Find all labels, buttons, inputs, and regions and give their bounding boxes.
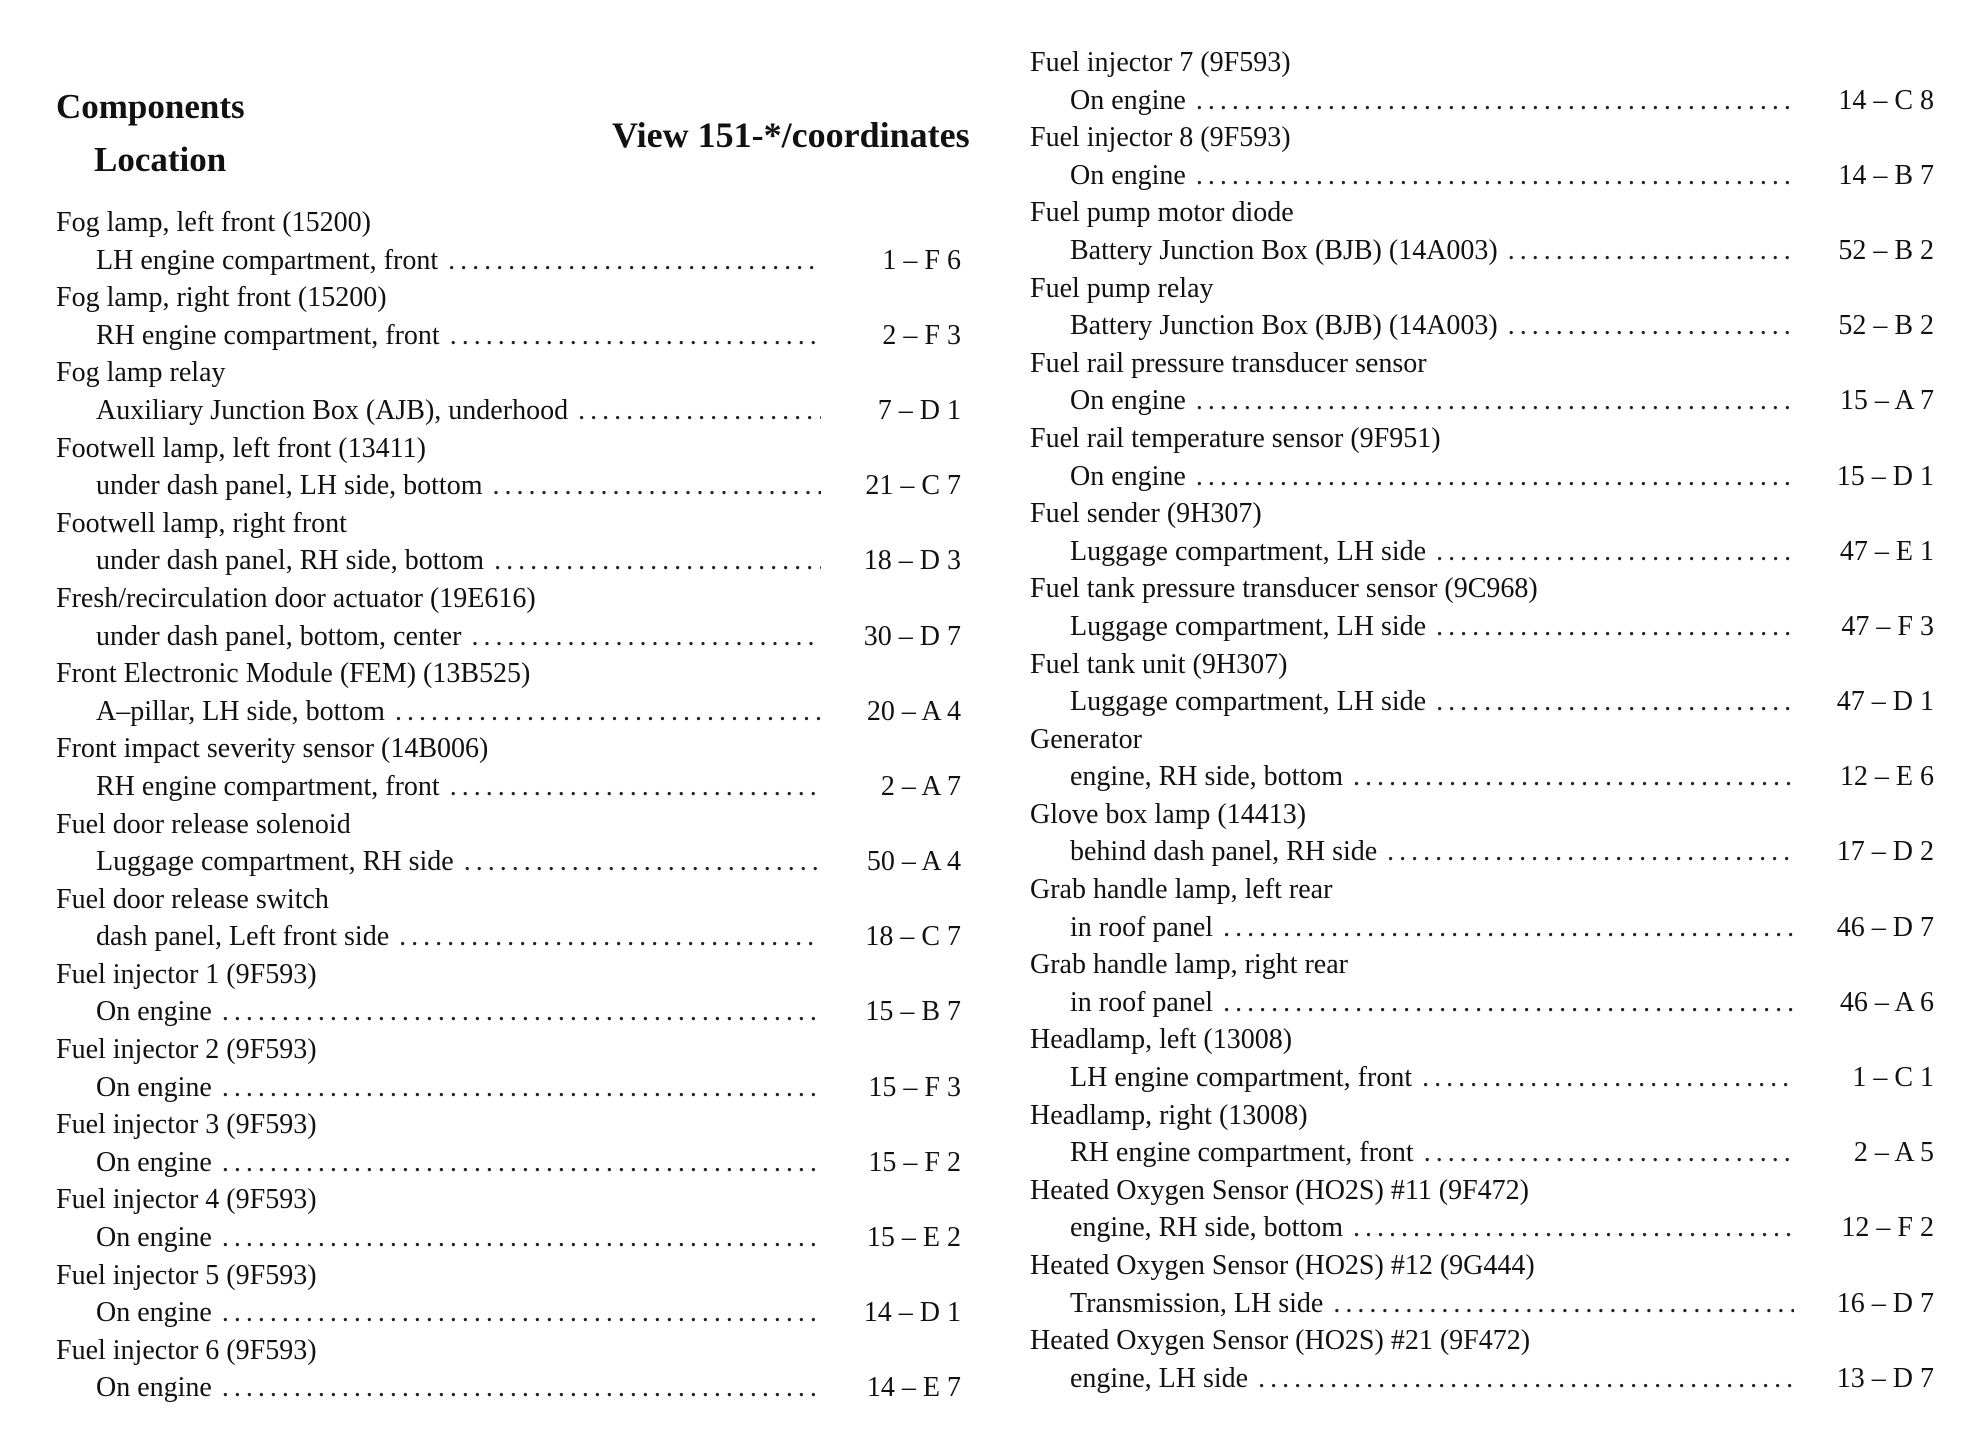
component-coordinates: 14 – B 7: [1838, 159, 1934, 191]
component-location: Luggage compartment, RH side: [96, 846, 454, 878]
component-entry: [1030, 270, 1934, 345]
component-name: Headlamp, right (13008): [1030, 1099, 1308, 1131]
component-name: Fuel pump motor diode: [1030, 197, 1294, 229]
component-entry: [56, 1332, 961, 1407]
component-name: Fuel injector 7 (9F593): [1030, 47, 1291, 78]
component-name: Fresh/recirculation door actuator (19E616): [56, 582, 536, 614]
component-name: Fuel rail temperature sensor (9F951): [1030, 422, 1441, 454]
component-location-row: [1030, 1209, 1934, 1247]
dot-leader: [222, 1069, 821, 1107]
component-entry: [56, 1257, 961, 1332]
dot-leader: [222, 1369, 821, 1407]
component-location-row: [56, 843, 961, 881]
component-location-row: [56, 392, 961, 430]
component-location-row: [1030, 1285, 1934, 1323]
component-entry: [1030, 44, 1934, 119]
component-coordinates: 15 – E 2: [866, 1222, 961, 1254]
component-entry: [1030, 946, 1934, 1021]
component-entry: [1030, 871, 1934, 946]
component-name: Fog lamp relay: [56, 357, 226, 389]
component-entry: [1030, 194, 1934, 269]
component-entry: [1030, 119, 1934, 194]
right-column: [1030, 44, 1934, 1397]
component-entry: [56, 430, 961, 505]
component-location-row: [1030, 307, 1934, 345]
component-location: LH engine compartment, front: [1070, 1062, 1413, 1094]
component-entry: [56, 1031, 961, 1106]
component-location: On engine: [96, 996, 212, 1028]
component-name: Fuel injector 8 (9F593): [1030, 122, 1291, 154]
dot-leader: [222, 993, 821, 1031]
component-coordinates: 15 – D 1: [1836, 460, 1934, 492]
component-location-row: [56, 993, 961, 1031]
component-entry: [56, 580, 961, 655]
component-name: Fuel injector 2 (9F593): [56, 1034, 317, 1066]
component-name: Fuel tank unit (9H307): [1030, 648, 1288, 680]
dot-leader: [448, 242, 821, 280]
component-coordinates: 2 – F 3: [882, 319, 961, 351]
component-coordinates: 13 – D 7: [1836, 1362, 1934, 1394]
component-location-row: [56, 618, 961, 656]
component-location-row: [56, 693, 961, 731]
component-entry: [56, 279, 961, 354]
component-location: On engine: [1070, 385, 1186, 417]
component-location-row: [1030, 533, 1934, 571]
component-name: Heated Oxygen Sensor (HO2S) #12 (9G444): [1030, 1250, 1535, 1281]
component-name: Footwell lamp, right front: [56, 507, 347, 539]
component-coordinates: 18 – D 3: [863, 545, 961, 577]
dot-leader: [1196, 157, 1794, 195]
component-location: Battery Junction Box (BJB) (14A003): [1070, 310, 1498, 342]
component-location: On engine: [1070, 460, 1186, 492]
component-location-row: [1030, 458, 1934, 496]
component-coordinates: 18 – C 7: [865, 921, 961, 953]
component-coordinates: 15 – A 7: [1839, 385, 1934, 417]
component-location: RH engine compartment, front: [1070, 1137, 1414, 1169]
component-coordinates: 52 – B 2: [1838, 310, 1934, 342]
component-coordinates: 15 – B 7: [865, 996, 961, 1028]
component-location: behind dash panel, RH side: [1070, 836, 1378, 868]
component-coordinates: 46 – D 7: [1836, 911, 1934, 943]
component-name: Front impact severity sensor (14B006): [56, 733, 489, 765]
dot-leader: [464, 843, 821, 881]
component-coordinates: 52 – B 2: [1838, 234, 1934, 266]
dot-leader: [471, 618, 821, 656]
component-coordinates: 17 – D 2: [1836, 836, 1934, 868]
component-coordinates: 2 – A 7: [880, 770, 961, 802]
component-coordinates: 14 – D 1: [863, 1297, 961, 1329]
component-entry: [56, 204, 961, 279]
component-coordinates: 15 – F 3: [868, 1071, 961, 1103]
component-name: Fuel injector 6 (9F593): [56, 1334, 317, 1366]
component-entry: [56, 354, 961, 429]
dot-leader: [1508, 232, 1794, 270]
component-location: engine, LH side: [1070, 1362, 1249, 1394]
component-location: On engine: [1070, 159, 1186, 191]
dot-leader: [395, 693, 821, 731]
component-name: Headlamp, left (13008): [1030, 1024, 1293, 1056]
component-location-row: [56, 918, 961, 956]
component-coordinates: 14 – E 7: [866, 1372, 961, 1404]
components-heading: Components: [56, 87, 245, 126]
dot-leader: [1223, 984, 1794, 1022]
component-entry: [56, 881, 961, 956]
components-location-heading: [56, 88, 245, 179]
component-location: in roof panel: [1070, 911, 1214, 943]
component-location: Luggage compartment, LH side: [1070, 535, 1427, 567]
component-location: Luggage compartment, LH side: [1070, 686, 1427, 718]
component-name: Fuel rail pressure transducer sensor: [1030, 347, 1427, 379]
component-location: RH engine compartment, front: [96, 770, 440, 802]
component-name: Fuel pump relay: [1030, 272, 1214, 304]
left-column: [56, 204, 961, 1407]
component-location: LH engine compartment, front: [96, 244, 439, 276]
component-location: A–pillar, LH side, bottom: [96, 695, 385, 727]
component-coordinates: 12 – F 2: [1841, 1212, 1934, 1244]
component-name: Fog lamp, right front (15200): [56, 282, 387, 314]
component-name: Footwell lamp, left front (13411): [56, 432, 426, 464]
component-location-row: [1030, 833, 1934, 871]
dot-leader: [578, 392, 821, 430]
component-name: Fog lamp, left front (15200): [56, 207, 371, 238]
dot-leader: [222, 1144, 821, 1182]
component-location-row: [1030, 608, 1934, 646]
component-coordinates: 12 – E 6: [1839, 761, 1934, 793]
dot-leader: [1422, 1059, 1794, 1097]
dot-leader: [1387, 833, 1794, 871]
component-location-row: [56, 542, 961, 580]
component-location-row: [1030, 157, 1934, 195]
dot-leader: [1353, 1209, 1794, 1247]
component-coordinates: 21 – C 7: [865, 470, 961, 502]
dot-leader: [1353, 758, 1794, 796]
component-name: Generator: [1030, 723, 1142, 755]
component-entry: [1030, 721, 1934, 796]
component-location: On engine: [96, 1071, 212, 1103]
component-entry: [56, 956, 961, 1031]
component-name: Fuel injector 4 (9F593): [56, 1184, 317, 1216]
component-entry: [56, 505, 961, 580]
component-location: under dash panel, bottom, center: [96, 620, 462, 652]
dot-leader: [222, 1219, 821, 1257]
dot-leader: [1508, 307, 1794, 345]
dot-leader: [450, 768, 821, 806]
component-entry: [1030, 646, 1934, 721]
component-location: RH engine compartment, front: [96, 319, 440, 351]
component-location: Battery Junction Box (BJB) (14A003): [1070, 234, 1498, 266]
component-name: Fuel door release solenoid: [56, 808, 351, 840]
component-location-row: [1030, 1360, 1934, 1398]
component-name: Front Electronic Module (FEM) (13B525): [56, 658, 531, 690]
component-location: Luggage compartment, LH side: [1070, 610, 1427, 642]
dot-leader: [450, 317, 821, 355]
component-coordinates: 14 – C 8: [1838, 84, 1934, 116]
component-coordinates: 20 – A 4: [866, 695, 961, 727]
component-entry: [1030, 1247, 1934, 1322]
component-entry: [1030, 1172, 1934, 1247]
component-location-row: [1030, 232, 1934, 270]
component-location: On engine: [96, 1372, 212, 1404]
dot-leader: [1424, 1134, 1794, 1172]
dot-leader: [1196, 382, 1794, 420]
component-coordinates: 46 – A 6: [1839, 986, 1934, 1018]
component-name: Fuel injector 5 (9F593): [56, 1259, 317, 1291]
component-location-row: [1030, 984, 1934, 1022]
component-coordinates: 47 – F 3: [1841, 610, 1934, 642]
component-entry: [1030, 570, 1934, 645]
dot-leader: [222, 1294, 821, 1332]
dot-leader: [1223, 909, 1794, 947]
component-location-row: [1030, 683, 1934, 721]
component-entry: [56, 655, 961, 730]
component-name: Fuel injector 1 (9F593): [56, 958, 317, 990]
dot-leader: [1333, 1285, 1794, 1323]
component-name: Heated Oxygen Sensor (HO2S) #21 (9F472): [1030, 1325, 1531, 1357]
component-location-row: [56, 242, 961, 280]
component-coordinates: 7 – D 1: [877, 394, 961, 426]
component-location: Auxiliary Junction Box (AJB), underhood: [96, 394, 569, 426]
dot-leader: [492, 467, 821, 505]
component-location-row: [56, 1294, 961, 1332]
dot-leader: [1196, 458, 1794, 496]
component-entry: [1030, 796, 1934, 871]
view-coordinates-heading: View 151-*/coordinates: [612, 115, 970, 155]
component-location-row: [1030, 382, 1934, 420]
component-coordinates: 50 – A 4: [866, 846, 961, 878]
component-name: Fuel sender (9H307): [1030, 498, 1262, 530]
component-location-row: [56, 1369, 961, 1407]
component-coordinates: 15 – F 2: [868, 1146, 961, 1178]
component-location: in roof panel: [1070, 986, 1214, 1018]
component-coordinates: 16 – D 7: [1836, 1287, 1934, 1319]
component-location-row: [56, 1069, 961, 1107]
component-entry: [1030, 345, 1934, 420]
component-location: dash panel, Left front side: [96, 921, 390, 953]
component-entry: [56, 806, 961, 881]
component-location-row: [56, 768, 961, 806]
component-entry: [1030, 1021, 1934, 1096]
component-location-row: [1030, 758, 1934, 796]
component-location: On engine: [96, 1222, 212, 1254]
component-name: Fuel tank pressure transducer sensor (9C968): [1030, 573, 1538, 605]
dot-leader: [494, 542, 821, 580]
component-location: Transmission, LH side: [1070, 1287, 1324, 1319]
component-coordinates: 47 – D 1: [1836, 686, 1934, 718]
component-location-row: [1030, 1134, 1934, 1172]
component-entry: [1030, 420, 1934, 495]
component-location-row: [56, 317, 961, 355]
component-name: Grab handle lamp, right rear: [1030, 949, 1348, 981]
component-location: On engine: [96, 1297, 212, 1329]
location-heading: Location: [94, 139, 227, 179]
dot-leader: [1436, 608, 1794, 646]
component-coordinates: 1 – C 1: [1852, 1062, 1934, 1094]
component-entry: [1030, 495, 1934, 570]
component-location: On engine: [96, 1146, 212, 1178]
component-coordinates: 30 – D 7: [863, 620, 961, 652]
component-name: Fuel injector 3 (9F593): [56, 1109, 317, 1141]
component-location: engine, RH side, bottom: [1070, 761, 1343, 793]
component-entry: [56, 730, 961, 805]
component-location: On engine: [1070, 84, 1186, 116]
component-entry: [1030, 1097, 1934, 1172]
component-entry: [56, 1181, 961, 1256]
component-location-row: [1030, 909, 1934, 947]
component-name: Glove box lamp (14413): [1030, 798, 1307, 830]
dot-leader: [1196, 82, 1794, 120]
component-coordinates: 47 – E 1: [1839, 535, 1934, 567]
dot-leader: [399, 918, 821, 956]
dot-leader: [1436, 683, 1794, 721]
dot-leader: [1258, 1360, 1794, 1398]
dot-leader: [1436, 533, 1794, 571]
component-location-row: [1030, 1059, 1934, 1097]
component-location: engine, RH side, bottom: [1070, 1212, 1343, 1244]
component-entry: [1030, 1322, 1934, 1397]
component-location-row: [56, 1219, 961, 1257]
component-entry: [56, 1106, 961, 1181]
component-name: Fuel door release switch: [56, 883, 329, 915]
component-location: under dash panel, LH side, bottom: [96, 470, 483, 502]
component-coordinates: 1 – F 6: [882, 244, 961, 276]
component-name: Heated Oxygen Sensor (HO2S) #11 (9F472): [1030, 1174, 1529, 1206]
component-location-row: [56, 1144, 961, 1182]
component-coordinates: 2 – A 5: [1853, 1137, 1934, 1169]
component-location-row: [56, 467, 961, 505]
component-name: Grab handle lamp, left rear: [1030, 874, 1333, 906]
component-location-row: [1030, 82, 1934, 120]
component-location: under dash panel, RH side, bottom: [96, 545, 485, 577]
